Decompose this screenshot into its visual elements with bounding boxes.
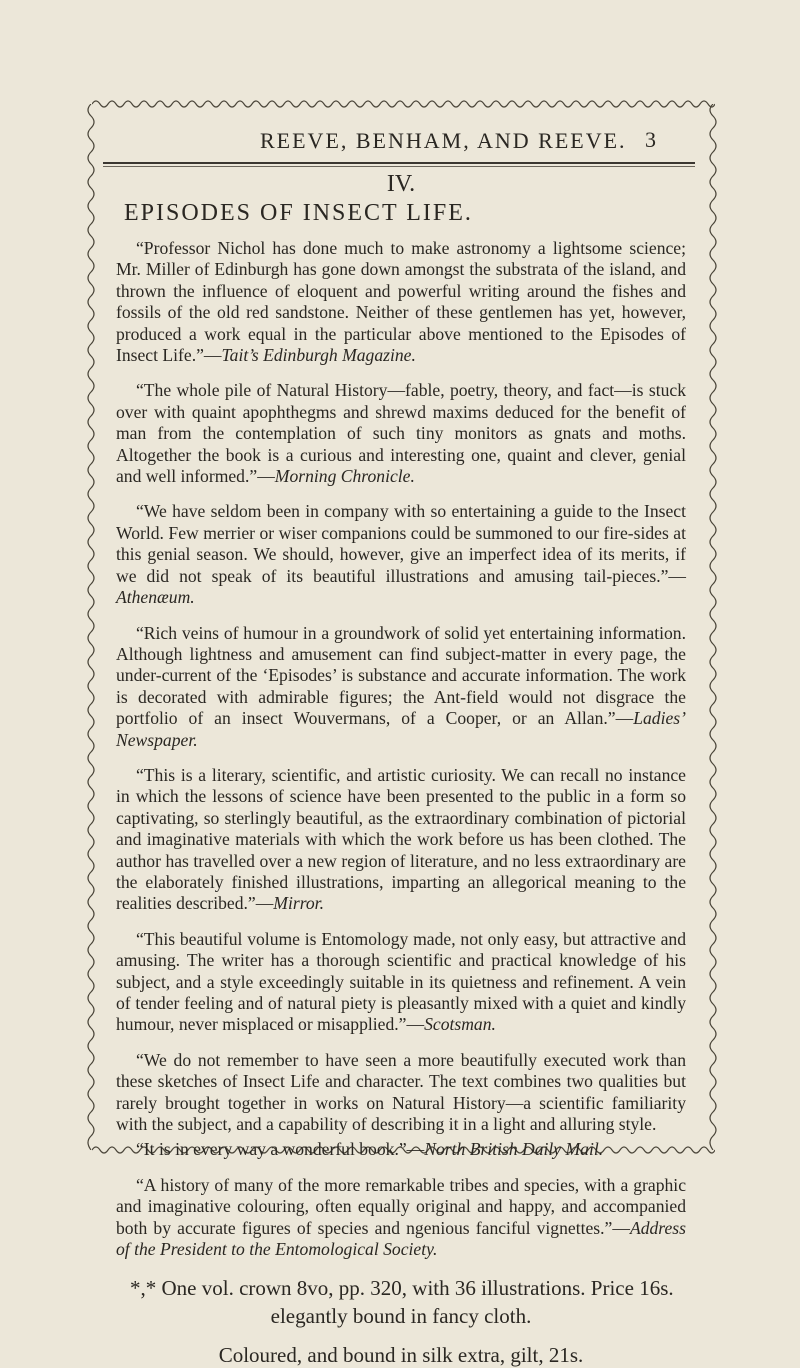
publication-format-price: *,* One vol. crown 8vo, pp. 320, with 36 illustrations. Price 16s. bbox=[130, 1276, 674, 1301]
section-numeral: IV. bbox=[386, 171, 416, 197]
running-title: REEVE, BENHAM, AND REEVE. bbox=[260, 128, 627, 153]
review-paragraph bbox=[116, 765, 686, 915]
right-border-ornament bbox=[706, 104, 720, 1150]
section-title: EPISODES OF INSECT LIFE. bbox=[124, 200, 473, 226]
review-text: “We have seldom been in company with so entertaining a guide to the Insect World. Few merrier or wiser companions could be summoned to our fire-sides at this genial season. We should, however, give an imperfect idea of its merits, if we did not speak of its beautiful illustrations and amusing tail-pieces.”— bbox=[116, 501, 686, 586]
review-source: Athenæum. bbox=[116, 587, 195, 608]
review-source: Morning Chronicle. bbox=[274, 466, 415, 487]
review-text: “The whole pile of Natural History—fable, poetry, theory, and fact—is stuck over with quaint apophthegms and shrewd maxims deduced for the benefit of man from the contemplation of such tiny monitors as gnats and moths. Altogether the book is a curious and interesting one, quaint and clever, genial and well informed.”— bbox=[116, 380, 686, 487]
review-paragraph bbox=[116, 623, 686, 751]
review-text: “It is in every way a wonderful book.”— bbox=[136, 1139, 425, 1160]
review-paragraph bbox=[116, 929, 686, 1036]
left-border-ornament bbox=[84, 104, 98, 1150]
review-text: “This beautiful volume is Entomology made, not only easy, but attractive and amusing. The writer has a thorough scientific and practical knowledge of his subject, and a style exceedingly suitable in its quietness and refinement. A vein of tender feeling and of natural piety is pleasantly mixed with a quiet and kindly humour, never misplaced or misapplied.”— bbox=[116, 928, 686, 1035]
page-number: 3 bbox=[645, 127, 656, 152]
top-border-ornament bbox=[92, 96, 715, 112]
review-paragraph bbox=[116, 501, 686, 608]
publication-coloured-edition: Coloured, and bound in silk extra, gilt, 21s. bbox=[218, 1343, 584, 1368]
review-source: Ladies’ Newspaper. bbox=[116, 708, 686, 750]
publication-details bbox=[116, 1274, 686, 1330]
review-text: “Rich veins of humour in a groundwork of solid yet entertaining information. Although lightness and amusement can find subject-matter in every page, the under-current of the ‘Episodes’ is substance and accurate information. The work is decorated with admirable figures; the Ant-field would not disgrace the portfolio of an insect Wouvermans, of a Cooper, or an Allan.”— bbox=[116, 622, 686, 729]
review-source: Address of the President to the Entomological Society. bbox=[116, 1217, 686, 1260]
review-paragraph bbox=[116, 1050, 686, 1136]
review-source: Scotsman. bbox=[424, 1014, 496, 1035]
review-paragraph bbox=[116, 380, 686, 487]
review-text: “A history of many of the more remarkable tribes and species, with a graphic and imaginative colouring, often equally original and happy, and accompanied both by accurate figures of species and ngenious fanciful vignettes.”— bbox=[116, 1174, 686, 1238]
page-body bbox=[116, 164, 686, 1368]
review-text: “Professor Nichol has done much to make astronomy a lightsome science; Mr. Miller of Edinburgh has gone down amongst the substrata of the island, and thrown the influence of eloquent and powerful writing around the fishes and fossils of the old red sandstone. Neither of these gentlemen has yet, however, produced a work equal in the particular above mentioned to the Episodes of Insect Life.”— bbox=[116, 238, 686, 366]
review-text: “This is a literary, scientific, and artistic curiosity. We can recall no instance in which the lessons of science have been presented to the public in a form so captivating, so sterlingly beautiful, as the extraordinary combination of pictorial and imaginative materials with which the work before us has been clothed. The author has travelled over a new region of literature, and no less extraordinary are the elaborately finished illustrations, imparting an allegorical meaning to the realities described.”— bbox=[116, 764, 686, 914]
review-paragraph bbox=[116, 1139, 686, 1160]
review-text: “We do not remember to have seen a more beautifully executed work than these sketches of Insect Life and character. The text combines two qualities but rarely brought together in works on Natural History—a scientific familiarity with the subject, and a capability of describing it in a light and alluring style. bbox=[116, 1049, 686, 1135]
review-source: North British Daily Mail. bbox=[424, 1139, 604, 1160]
review-source: Mirror. bbox=[273, 893, 324, 914]
review-source: Tait’s Edinburgh Magazine. bbox=[221, 345, 416, 366]
review-paragraph bbox=[116, 1175, 686, 1261]
review-paragraph bbox=[116, 238, 686, 366]
publication-binding: elegantly bound in fancy cloth. bbox=[270, 1304, 532, 1329]
